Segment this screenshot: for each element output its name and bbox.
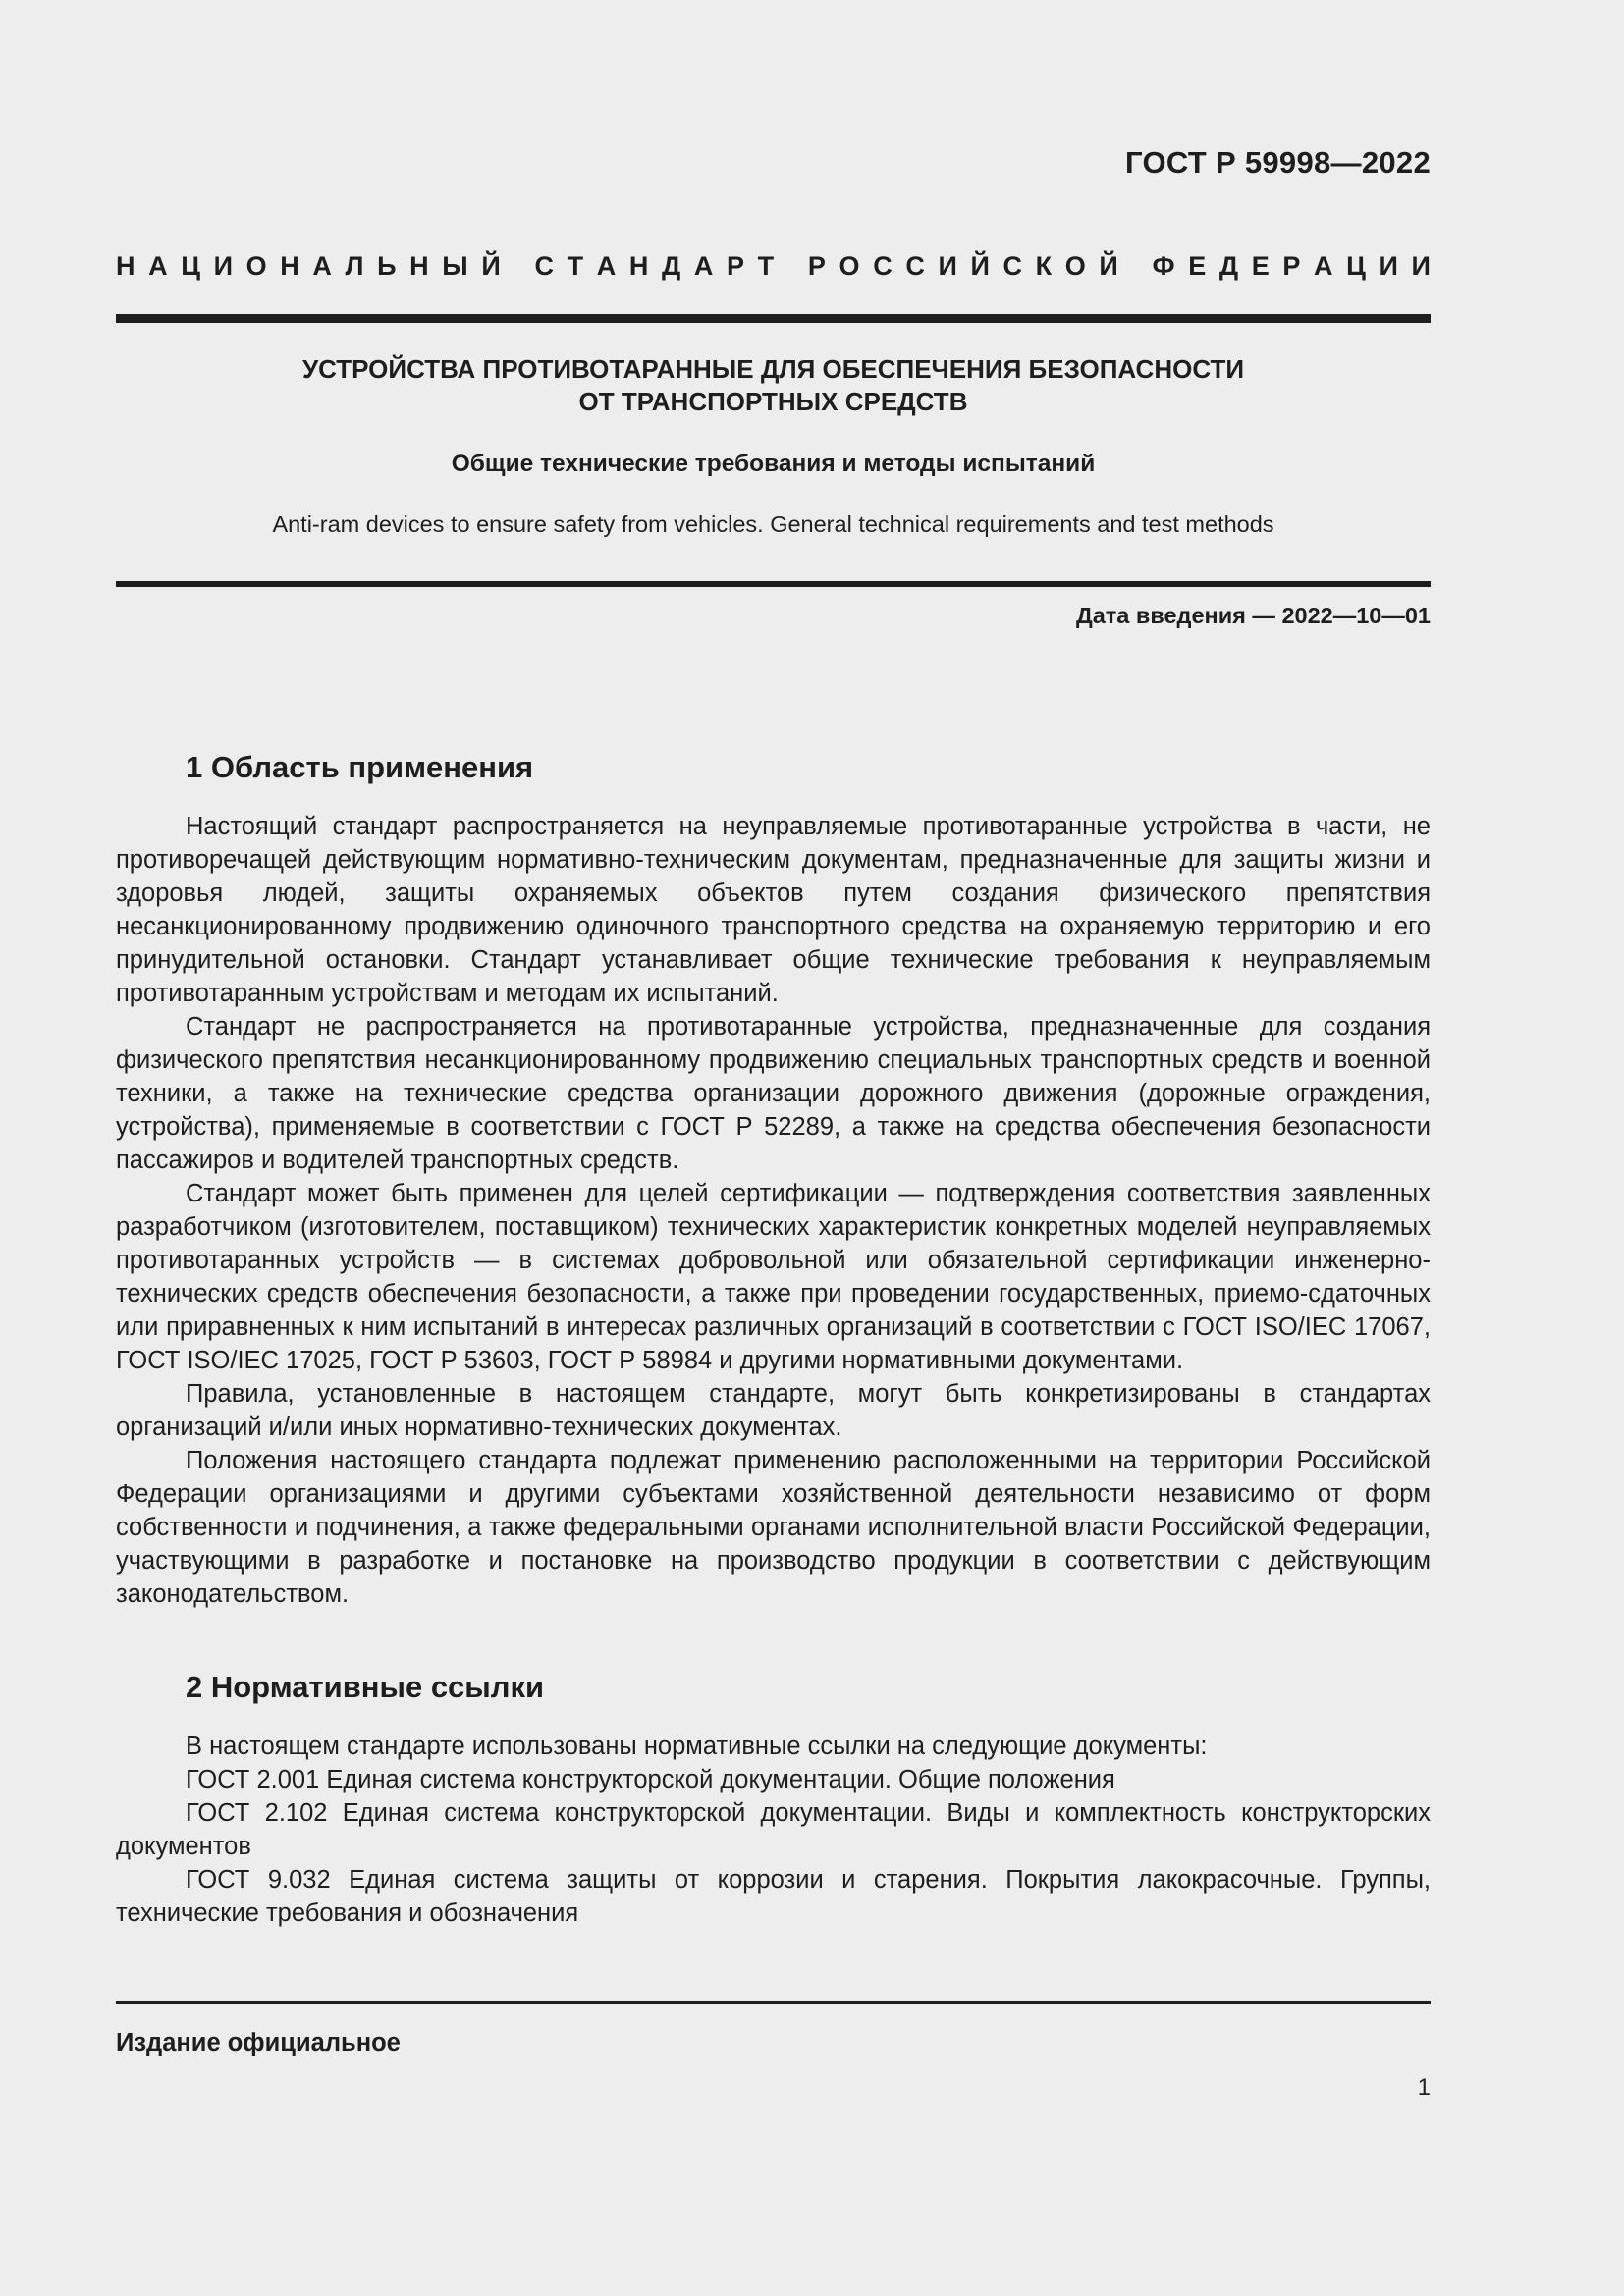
- banner-letter: Ь: [377, 251, 397, 281]
- paragraph: Настоящий стандарт распространяется на неуправляемые противотаранные устройства в части, не противоречащей действующим нормативно-техническим документам, предназначенные для защиты жизни и здоровья людей, защиты охраняемых объектов путем создания физического препятствия несанкционированному продвижению одиночного транспортного средства на охраняемую территорию и его принудительной остановки. Стандарт устанавливает общие технические требования к неуправляемым противотаранным устройствам и методам их испытаний.: [116, 813, 1431, 1007]
- banner-letter: Д: [662, 251, 681, 281]
- banner-letter: И: [1379, 251, 1398, 281]
- banner-letter: С: [534, 251, 554, 281]
- banner-letter: Ф: [1152, 251, 1175, 281]
- section-1-body: [116, 810, 1431, 1611]
- document-page: [116, 0, 1431, 2296]
- banner-letter: Н: [280, 251, 299, 281]
- paragraph: Правила, установленные в настоящем стандарте, могут быть конкретизированы в стандартах организаций и/или иных нормативно-технических документах.: [116, 1380, 1431, 1441]
- title-divider: [116, 581, 1431, 587]
- banner-letter: Ц: [1346, 251, 1366, 281]
- banner-letter: Р: [727, 251, 745, 281]
- banner-letter: Р: [807, 251, 826, 281]
- document-title: [116, 353, 1431, 418]
- banner-letter: [787, 251, 795, 282]
- banner-letter: Р: [1282, 251, 1301, 281]
- banner-letter: Й: [1099, 251, 1118, 281]
- banner-letter: Т: [757, 251, 775, 281]
- banner-letter: К: [1035, 251, 1053, 281]
- banner-letter: Е: [1251, 251, 1270, 281]
- banner-letter: С: [873, 251, 893, 281]
- english-title: Anti-ram devices to ensure safety from vehicles. General technical requirements and test methods: [272, 511, 1274, 537]
- banner-letter: Т: [567, 251, 584, 281]
- banner-letter: Е: [1188, 251, 1207, 281]
- paragraph: Стандарт не распространяется на противотаранные устройства, предназначенные для создания физического препятствия несанкционированному продвижению специальных транспортных средств и военной техники, а также на технические средства организации дорожного движения (дорожные ограждения, устройства), применяемые в соответствии с ГОСТ Р 52289, а также на средства обеспечения безопасности пассажиров и водителей транспортных средств.: [116, 1013, 1431, 1174]
- banner-letter: Ы: [442, 251, 468, 281]
- section-2-heading: 2 Нормативные ссылки: [186, 1670, 545, 1704]
- banner-letter: А: [148, 251, 168, 281]
- banner-letter: Й: [481, 251, 501, 281]
- reference-item: ГОСТ 2.001 Единая система конструкторской документации. Общие положения: [186, 1766, 1115, 1793]
- banner-letter: С: [1002, 251, 1022, 281]
- banner-letter: И: [938, 251, 957, 281]
- document-number: ГОСТ Р 59998—2022: [1125, 145, 1431, 180]
- banner-letter: А: [312, 251, 332, 281]
- document-subtitle: Общие технические требования и методы испытаний: [451, 451, 1096, 477]
- banner-letter: О: [1064, 251, 1086, 281]
- banner-letter: Й: [970, 251, 990, 281]
- banner-letter: А: [1314, 251, 1333, 281]
- banner-letter: Л: [345, 251, 364, 281]
- section-2-body: [116, 1730, 1431, 1930]
- banner-letter: Н: [628, 251, 649, 281]
- banner-letter: А: [693, 251, 714, 281]
- banner-letter: Н: [409, 251, 429, 281]
- banner-letter: А: [596, 251, 617, 281]
- footer-divider: [116, 2001, 1431, 2004]
- banner-letter: О: [839, 251, 860, 281]
- banner-letter: С: [905, 251, 925, 281]
- paragraph: Положения настоящего стандарта подлежат применению расположенными на территории Российской Федерации организациями и другими субъектами хозяйственной деятельности независимо от форм собственности и подчинения, а также федеральными органами исполнительной власти Российской Федерации, участвующими в разработке и постановке на производство продукции в соответствии с действующим законодательством.: [116, 1447, 1431, 1608]
- banner-letter: [1131, 251, 1139, 282]
- title-line-2: ОТ ТРАНСПОРТНЫХ СРЕДСТВ: [578, 387, 968, 416]
- paragraph: В настоящем стандарте использованы нормативные ссылки на следующие документы:: [186, 1733, 1208, 1760]
- title-line-1: УСТРОЙСТВА ПРОТИВОТАРАННЫЕ ДЛЯ ОБЕСПЕЧЕНИЯ БЕЗОПАСНОСТИ: [301, 354, 1245, 384]
- banner-letter: Н: [116, 251, 135, 281]
- banner-letter: О: [245, 251, 267, 281]
- national-standard-banner: [116, 251, 1431, 282]
- introduction-date: Дата введения — 2022—10—01: [1075, 603, 1431, 628]
- banner-letter: [514, 251, 521, 282]
- paragraph: Стандарт может быть применен для целей сертификации — подтверждения соответствия заявленных разработчиком (изготовителем, поставщиком) технических характеристик конкретных моделей неуправляемых противотаранных устройств — в системах добровольной или обязательной сертификации инженерно-технических средств обеспечения безопасности, а также при проведении государственных, приемо-сдаточных или приравненных к ним испытаний в интересах различных организаций в соответствии с ГОСТ ISO/IEC 17067, ГОСТ ISO/IEC 17025, ГОСТ Р 53603, ГОСТ Р 58984 и другими нормативными документами.: [116, 1180, 1431, 1374]
- banner-letter: Ц: [181, 251, 200, 281]
- official-edition-label: Издание официальное: [116, 2029, 401, 2056]
- reference-item: ГОСТ 9.032 Единая система защиты от коррозии и старения. Покрытия лакокрасочные. Группы, технические требования и обозначения: [116, 1866, 1431, 1927]
- banner-letter: И: [213, 251, 234, 281]
- section-1-heading: 1 Область применения: [186, 750, 534, 784]
- reference-item: ГОСТ 2.102 Единая система конструкторской документации. Виды и комплектность конструкторских документов: [116, 1799, 1431, 1860]
- page-number: 1: [1417, 2074, 1431, 2101]
- banner-letter: И: [1411, 251, 1431, 281]
- banner-letter: Д: [1218, 251, 1239, 281]
- top-divider: [116, 314, 1431, 323]
